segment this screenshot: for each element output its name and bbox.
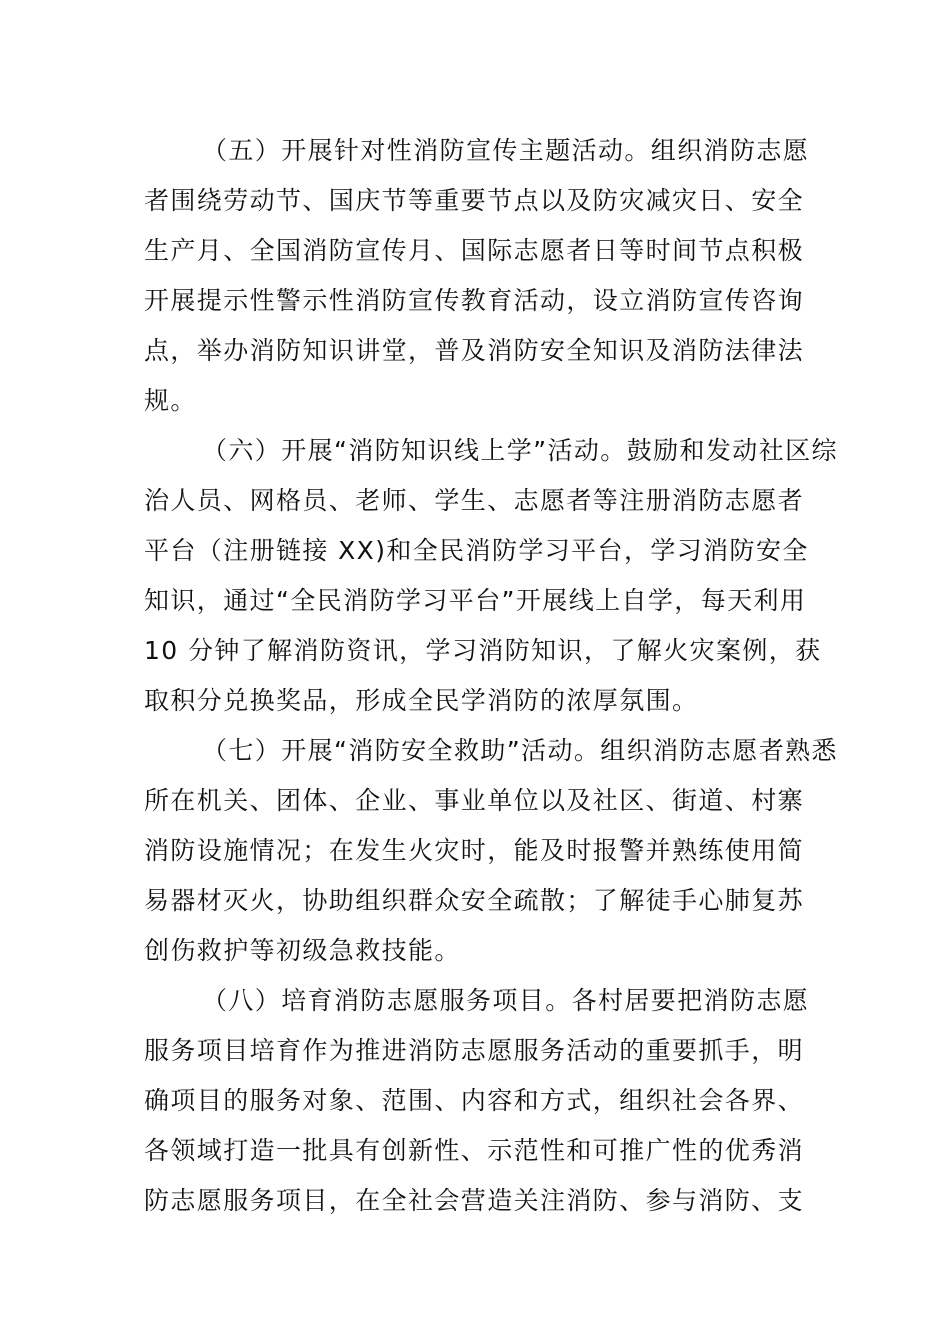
paragraph-7 [144, 726, 838, 976]
paragraph-5 [144, 126, 812, 426]
text-line: 平台（注册链接 XX)和全民消防学习平台，学习消防安全 [144, 536, 809, 565]
text-line: 服务项目培育作为推进消防志愿服务活动的重要抓手，明 [144, 1036, 805, 1065]
text-line: （五）开展针对性消防宣传主题活动。组织消防志愿 [202, 136, 810, 165]
text-line: 消防设施情况；在发生火灾时，能及时报警并熟练使用简 [144, 836, 805, 865]
text-line: 取积分兑换奖品，形成全民学消防的浓厚氛围。 [144, 686, 699, 715]
text-line: 生产月、全国消防宣传月、国际志愿者日等时间节点积极 [144, 236, 805, 265]
text-line: 各领域打造一批具有创新性、示范性和可推广性的优秀消 [144, 1136, 805, 1165]
text-line: 治人员、网格员、老师、学生、志愿者等注册消防志愿者 [144, 486, 805, 515]
text-line: 规。 [144, 386, 197, 415]
paragraph-6 [144, 426, 838, 726]
text-line: （六）开展“消防知识线上学”活动。鼓励和发动社区综 [202, 436, 838, 465]
document-body [144, 126, 838, 1226]
text-line: 易器材灭火，协助组织群众安全疏散；了解徒手心肺复苏 [144, 886, 805, 915]
text-line: 防志愿服务项目，在全社会营造关注消防、参与消防、支 [144, 1186, 805, 1215]
text-line: 确项目的服务对象、范围、内容和方式，组织社会各界、 [144, 1086, 805, 1115]
text-line: 点，举办消防知识讲堂，普及消防安全知识及消防法律法 [144, 336, 805, 365]
paragraph-8 [144, 976, 812, 1226]
text-line: （八）培育消防志愿服务项目。各村居要把消防志愿 [202, 986, 810, 1015]
text-line: 知识，通过“全民消防学习平台”开展线上自学，每天利用 [144, 586, 807, 615]
text-line: 10 分钟了解消防资讯，学习消防知识，了解火灾案例，获 [144, 636, 822, 665]
text-line: 者围绕劳动节、国庆节等重要节点以及防灾减灾日、安全 [144, 186, 805, 215]
text-line: 所在机关、团体、企业、事业单位以及社区、街道、村寨 [144, 786, 805, 815]
text-line: 开展提示性警示性消防宣传教育活动，设立消防宣传咨询 [144, 286, 805, 315]
text-line: （七）开展“消防安全救助”活动。组织消防志愿者熟悉 [202, 736, 838, 765]
text-line: 创伤救护等初级急救技能。 [144, 936, 461, 965]
